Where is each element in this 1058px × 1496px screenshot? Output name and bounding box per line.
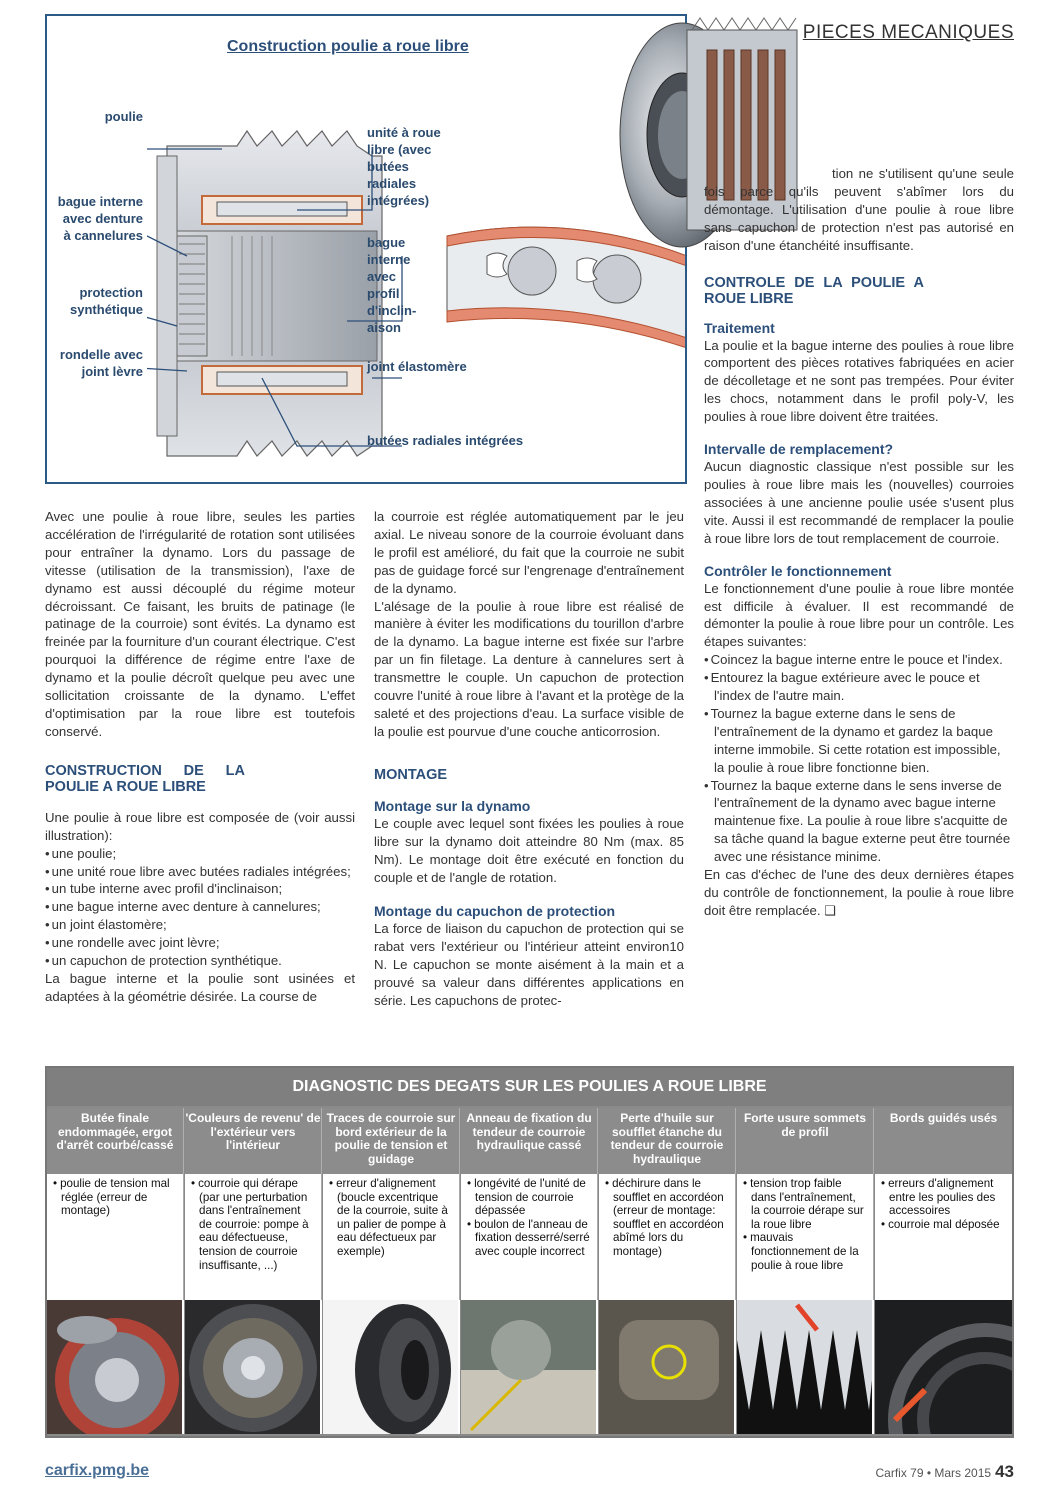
list-item: • Coincez la bague interne entre le pouce et l'index. [704,651,1014,669]
col2-paragraph: L'alésage de la poulie à roue libre est réalisé de manière à éviter les modifications du tourillon d'arbre de la dynamo. La bague interne est fixée sur l'arbre par un fin filetage. La denture à cannelures sert à transmettre le couple. Un capuchon de protection couvre l'unité à roue libre à l'avant et la protège de la saleté et des projections d'eau. La surface visible de la poulie est pourvue d'une couche anticorrosion. [374,598,684,739]
cause-item: • déchirure dans le soufflet en accordéon (erreur de montage: soufflet en accordéon abîmé lors du montage) [605,1177,729,1259]
damage-photo [875,1300,1012,1434]
diagnostic-header: Traces de courroie sur bord extérieur de la poulie de tension et guidage [323,1108,460,1174]
cause-item: • poulie de tension mal réglée (erreur de montage) [53,1177,177,1218]
diagnostic-column [875,1108,1012,1434]
cause-item: • courroie mal déposée [881,1218,1006,1232]
subheading-controler: Contrôler le fonctionnement [704,562,892,579]
pulley-illustration [45,14,687,484]
footer-issue-text: Carfix 79 • Mars 2015 [875,1466,992,1480]
heading-controle: CONTROLE DE LA POULIE A ROUE LIBRE [704,274,924,307]
column-1 [45,508,355,1006]
col3-controler-text: Le fonctionnement d'une poulie à roue libre montée est difficile à évaluer. Il est recommandé de démonter la poulie à roue libre pour un contrôle. Les étapes suivantes: [704,580,1014,650]
diagnostic-column [599,1108,736,1434]
column-3 [704,165,1014,920]
col3-traitement-text: La poulie et la bague interne des poulies à roue libre comportent des pièces rotatives fabriquées en acier de décolletage et ne sont pas trempées. Pour éviter les chocs, notamment dans le profil poly-V, les poulies à roue libre doivent être traitées. [704,337,1014,425]
diagnostic-column [185,1108,322,1434]
cause-item: • boulon de l'anneau de fixation desserré/serré avec couple incorrect [467,1218,591,1259]
heading-montage: MONTAGE [374,766,448,783]
steps-list [704,651,1014,866]
diagnostic-column [461,1108,598,1434]
damage-photo [599,1300,736,1434]
list-item: • Tournez la baque externe dans le sens inverse de l'entraînement de la dynamo avec bague interne maintenue fixe. La poulie à roue libre s'acquitte de sa tâche quand la bague externe peut être tournée avec une résistance minime. [704,777,1014,867]
list-item: • une unité roue libre avec butées radiales intégrées; [45,863,355,881]
damage-photo [461,1300,598,1434]
col3-outro [704,866,1014,920]
end-mark: ❑ [824,902,837,918]
diagnostic-causes [875,1174,1012,1300]
diagnostic-header: Perte d'huile sur soufflet étanche du tendeur de courroie hydraulique [599,1108,736,1174]
col1-intro: Avec une poulie à roue libre, seules les parties accélération de l'irrégularité de rotation sont utilisées pour entraîner la dynamo. Lors du passage de vitesse (utilisation de la transmission), l'axe de dynamo est aussi découplé du régime moteur décroissant. Ce faisant, les bruits de patinage (le patinage de la courroie) sont évités. La dynamo est freinée par la fourniture d'un courant électrique. C'est pourquoi la différence de régime entre l'axe de dynamo et la poulie décroît quelque peu avec une sollicitation croissante de la dynamo. L'effet d'optimisation par la roue libre est toutefois conservé. [45,509,355,739]
cause-item: • mauvais fonctionnement de la poulie à roue libre [743,1231,867,1272]
damage-photo [47,1300,184,1434]
component-list [45,845,355,970]
damage-photo [185,1300,322,1434]
diagnostic-header: 'Couleurs de revenu' de l'extérieur vers l'intérieur [185,1108,322,1174]
col3-continuation: tion ne s'utilisent qu'une seule fois parce qu'ils peuvent s'abîmer lors du démontage. L'utilisation d'une poulie à roue libre sans capuchon de protection n'est pas autorisé en raison d'une étanchéité insuffisante. [704,166,1014,253]
illustration-title: Construction poulie a roue libre [227,38,469,55]
diagnostic-header: Anneau de fixation du tendeur de courroie hydraulique cassé [461,1108,598,1174]
list-item: • une bague interne avec denture à cannelures; [45,898,355,916]
label-joint-elastomere: joint élastomère [367,359,467,374]
diagnostic-column [47,1108,184,1434]
diagnostic-title: DIAGNOSTIC DES DEGATS SUR LES POULIES A ROUE LIBRE [47,1068,1012,1106]
subheading-intervalle: Intervalle de remplacement? [704,441,894,458]
label-bague-interne-profil: bague interne avec profil d'inclin-aison [367,235,417,335]
subheading-montage-dynamo: Montage sur la dynamo [374,797,531,814]
list-item: • Tournez la bague externe dans le sens de l'entraînement de la dynamo et gardez la baque interne immobile. Si cette rotation est impossible, la poulie à roue libre fonctionne bien. [704,705,1014,777]
cause-item: • erreur d'alignement (boucle excentrique de la courroie, suite à un palier de pompe à eau défectueux par exemple) [329,1177,453,1259]
label-rondelle-joint-levre: rondelle avec joint lèvre [59,347,143,379]
diagnostic-table [45,1066,1014,1438]
damage-photo [323,1300,460,1434]
col3-intervalle-text: Aucun diagnostic classique n'est possible sur les poulies à roue libre mais les (nouvelles) courroies associées à une ancienne poulie usée s'usent plus vite. Aussi il est recommandé de remplacer la poulie à roue libre lors de tout remplacement de courroie. [704,459,1014,546]
col3-outro-text: En cas d'échec de l'une des deux dernières étapes du contrôle de fonctionnement, la poulie à roue libre doit être remplacée. [704,867,1014,918]
diagnostic-causes [323,1174,460,1300]
col1-outro: La bague interne et la poulie sont usinées et adaptées à la géométrie désirée. La course de [45,970,355,1004]
section-title: PIECES MECANIQUES [802,22,1014,43]
label-bague-interne-denture: bague interne avec denture à cannelures [57,194,143,243]
col2-montage-dynamo-text: Le couple avec lequel sont fixées les poulies à roue libre sur la dynamo doit atteindre 80 Nm (max. 85 Nm). Le montage doit être exécuté en fonction du couple et de l'angle de rotation. [374,815,684,885]
diagnostic-header: Bords guidés usés [875,1108,1012,1174]
damage-photo [737,1300,874,1434]
diagnostic-column [323,1108,460,1434]
diagnostic-causes [737,1174,874,1300]
col1-list-intro: Une poulie à roue libre est composée de (voir aussi illustration): [45,809,355,843]
diagnostic-causes [185,1174,322,1300]
diagnostic-column [737,1108,874,1434]
label-unite-roue-libre: unité à roue libre (avec butées radiales intégrées) [367,125,441,208]
label-poulie: poulie [104,109,143,124]
cause-item: • longévité de l'unité de tension de courroie dépassée [467,1177,591,1218]
label-butees-radiales: butées radiales intégrées [367,433,524,448]
page-number: 43 [995,1462,1014,1481]
diagnostic-header: Forte usure sommets de profil [737,1108,874,1174]
diagnostic-causes [47,1174,184,1300]
list-item: • un joint élastomère; [45,916,355,934]
column-2 [374,508,684,1010]
cause-item: • erreurs d'alignement entre les poulies des accessoires [881,1177,1006,1218]
footer-issue [875,1462,1014,1482]
col2-intro: la courroie est réglée automatiquement par le jeu axial. Le niveau sonore de la courroie évoluant dans le profil est amélioré, du fait que la courroie ne subit pas de guidage forcé sur l'engrenage d'entraînement de la dynamo. [374,509,684,596]
cause-item: • tension trop faible dans l'entraînement, la courroie dérape sur la roue libre [743,1177,867,1231]
col2-montage-capuchon-text: La force de liaison du capuchon de protection qui se rabat vers l'extérieur ou l'intérieur atteint environ10 N. Le capuchon se monte aisément à la main et a prouvé sa valeur dans différentes applications en série. Les capuchons de protec- [374,921,684,1009]
diagnostic-causes [461,1174,598,1300]
subheading-montage-capuchon: Montage du capuchon de protection [374,903,616,920]
list-item: • Entourez la bague extérieure avec le pouce et l'index de l'autre main. [704,669,1014,705]
list-item: • une rondelle avec joint lèvre; [45,934,355,952]
subheading-traitement: Traitement [704,319,775,336]
cause-item: • courroie qui dérape (par une perturbation dans l'entraînement de courroie: pompe à eau défectueuse, tension de courroie insuffisante, ...) [191,1177,315,1272]
footer-site-link[interactable]: carfix.pmg.be [45,1462,150,1479]
label-protection-synthetique: protection synthétique [70,285,143,317]
heading-construction: CONSTRUCTION DE LA POULIE A ROUE LIBRE [45,762,245,795]
diagnostic-header: Butée finale endommagée, ergot d'arrêt courbé/cassé [47,1108,184,1174]
diagnostic-causes [599,1174,736,1300]
list-item: • un capuchon de protection synthétique. [45,952,355,970]
list-item: • un tube interne avec profil d'inclinaison; [45,880,355,898]
list-item: • une poulie; [45,845,355,863]
